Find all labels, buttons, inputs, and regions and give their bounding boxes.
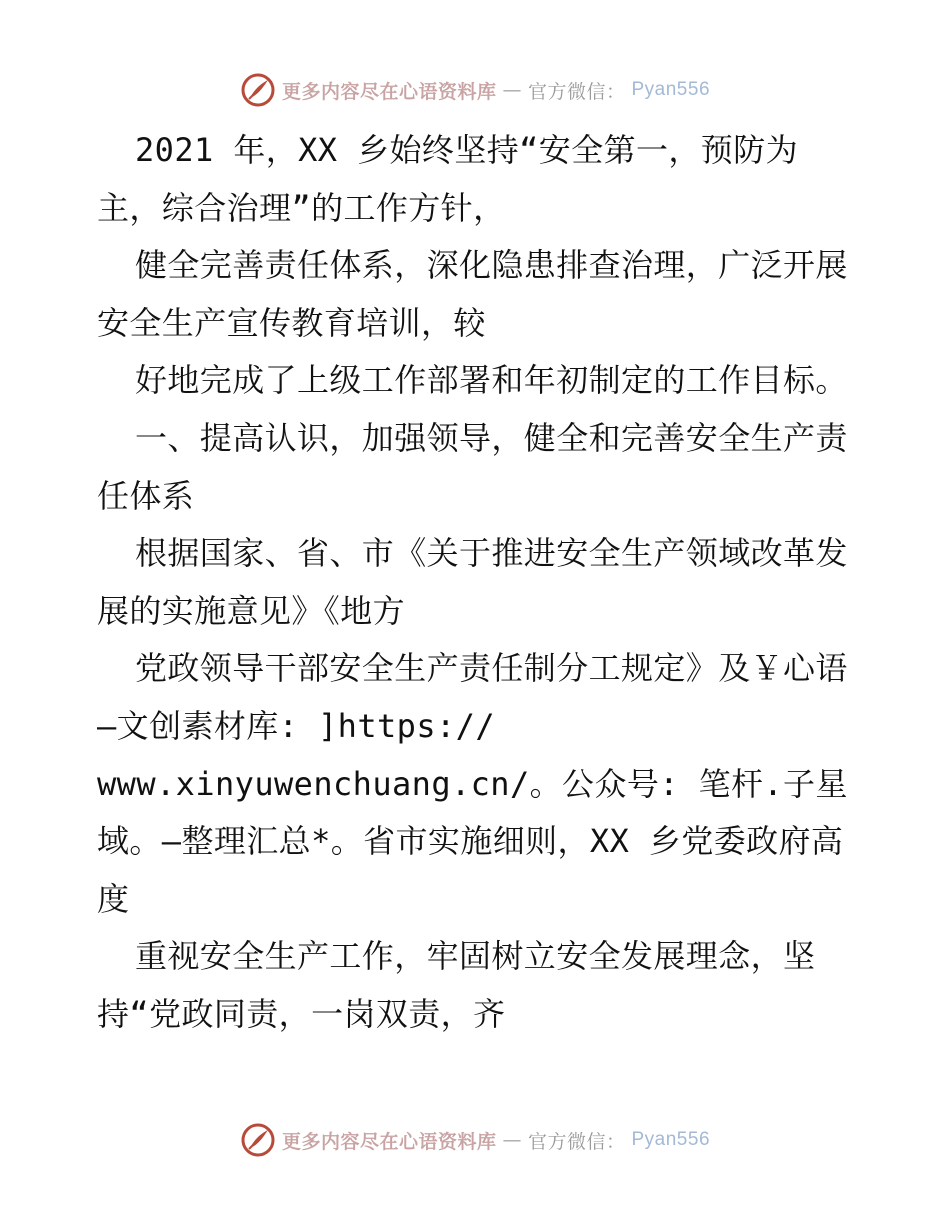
paragraph-3: 好地完成了上级工作部署和年初制定的工作目标。	[135, 361, 848, 400]
watermark-dash: —	[502, 79, 522, 101]
paragraph-8: 重视安全生产工作，牢固树立安全发展理念，坚持“党政同责，一岗双责，齐	[97, 937, 816, 1033]
paragraph-7: 域。—整理汇总*。省市实施细则，XX 乡党委政府高度	[97, 822, 844, 918]
watermark-text: 更多内容尽在心语资料库	[281, 1130, 497, 1153]
watermark-official-label: 官方微信：	[527, 1130, 626, 1153]
watermark-text: 更多内容尽在心语资料库	[281, 80, 497, 103]
paragraph-4: 根据国家、省、市《关于推进安全生产领域改革发展的实施意见》《地方	[97, 534, 848, 630]
red-quill-emblem-icon	[240, 1122, 276, 1158]
watermark-official-label: 官方微信：	[527, 80, 626, 103]
watermark-wechat-id: Pyan556	[631, 1129, 711, 1150]
paragraph-2: 健全完善责任体系，深化隐患排查治理，广泛开展安全生产宣传教育培训，较	[97, 246, 848, 342]
header-watermark	[0, 70, 950, 110]
watermark-wechat-id: Pyan556	[631, 79, 711, 100]
red-quill-emblem-icon	[240, 72, 276, 108]
document-body	[97, 122, 857, 1044]
section-heading-1: 一、提高认识，加强领导，健全和完善安全生产责任体系	[97, 418, 848, 515]
paragraph-6: www.xinyuwenchuang.cn/。公众号: 笔杆.子星	[97, 764, 848, 803]
footer-watermark	[0, 1120, 950, 1160]
paragraph-1: 2021 年，XX 乡始终坚持“安全第一，预防为主，综合治理”的工作方针，	[97, 131, 798, 227]
watermark-dash: —	[502, 1129, 522, 1151]
paragraph-5: 党政领导干部安全生产责任制分工规定》及￥心语—文创素材库: ]https://	[97, 649, 848, 745]
